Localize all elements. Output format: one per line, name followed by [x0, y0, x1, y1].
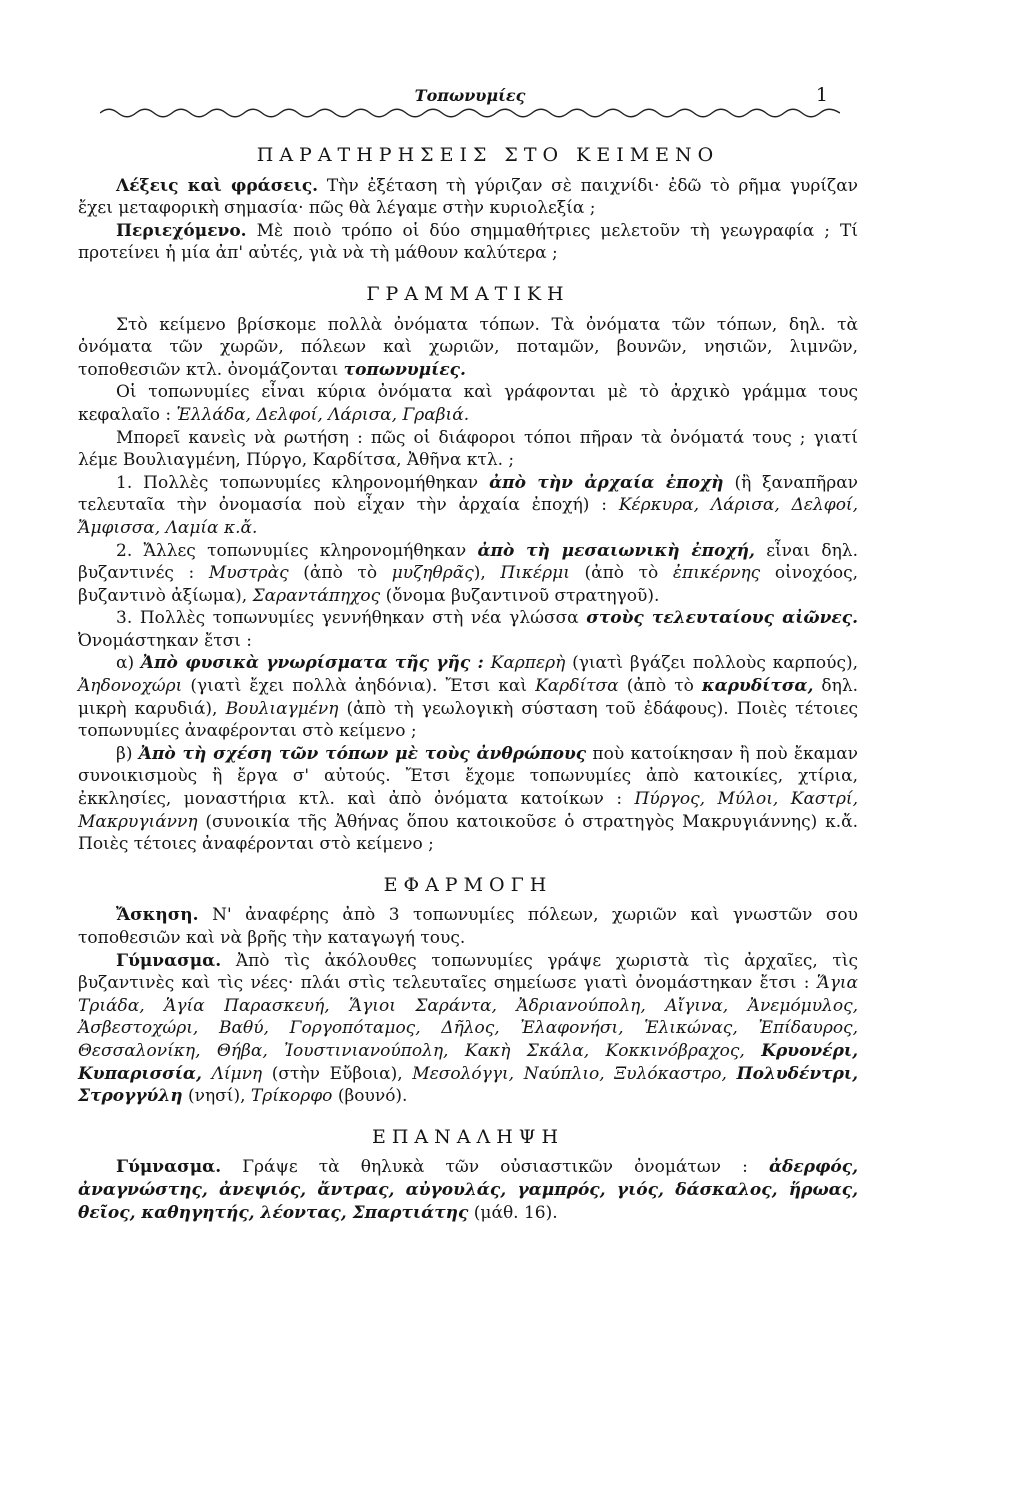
drill-text-2: (νησί), [188, 1086, 246, 1107]
item3a-text-2: (γιατὶ ἔχει πολλὰ ἀηδόνια). Ἔτσι καὶ [190, 676, 528, 697]
item3a-text-3: (ἀπὸ τὸ [626, 676, 694, 697]
item3a-bold: Ἀπὸ φυσικὰ γνωρίσματα τῆς γῆς : [140, 653, 484, 674]
item2-word-2: μυζηθρᾶς [391, 563, 474, 584]
item1-bold: ἀπὸ τὴν ἀρχαία ἐποχὴ [489, 472, 724, 493]
grammar-item-3 [78, 607, 858, 652]
item2-word-1: Μυστρὰς [208, 563, 289, 584]
wavy-rule [100, 106, 840, 120]
section-title-application: ΕΦΑΡΜΟΓΗ [383, 873, 553, 896]
grammar-p1-term: τοπωνυμίες. [343, 359, 466, 380]
words-text: Τὴν ἐξέταση τὴ γύριζαν σὲ παιχνίδι· ἐδῶ τὸ ρῆμα γυρίζαν ἔχει μεταφορικὴ σημασία· πῶς θὰ λέγαμε στὴν κυριολεξία ; [78, 175, 859, 219]
item3a-label: α) [116, 653, 135, 674]
grammar-paragraph-3: Μπορεῖ κανεὶς νὰ ρωτήση : πῶς οἱ διάφοροι τόποι πῆραν τὰ ὀνόματά τους ; γιατί λέμε Βουλιαγμένη, Πύργο, Καρδίτσα, Ἀθῆνα κτλ. ; [78, 427, 858, 471]
item3a-text-1: (γιατὶ βγάζει πολλοὺς καρπούς), [572, 653, 859, 674]
item2-text-f: οἰνοχόος, βυζαντινὸ ἀξίωμα), [78, 563, 858, 606]
content-paragraph [78, 220, 858, 265]
drill-italic-1: Λίμνη [211, 1063, 263, 1084]
item3a-word-2: Ἀηδονοχώρι [78, 676, 183, 697]
section-title-grammar: ΓΡΑΜΜΑΤΙΚΗ [366, 282, 570, 305]
drill-paragraph [78, 950, 858, 1108]
item3a-word-5: Βουλιαγμένη [225, 698, 339, 719]
item1-text-a: 1. Πολλὲς τοπωνυμίες κληρονομήθηκαν [116, 472, 479, 493]
item3-bold: στοὺς τελευταίους αἰῶνες. [586, 608, 859, 629]
item3a-word-3: Καρδίτσα [535, 676, 619, 697]
exercise-text: Ν' ἀναφέρης ἀπὸ 3 τοπωνυμίες πόλεων, χωριῶν καὶ γνωστῶν σου τοποθεσιῶν καὶ νὰ βρῆς τὴν καταγωγή τους. [78, 905, 858, 948]
content-text: Μὲ ποιὸ τρόπο οἱ δύο σημμαθήτριες μελετοῦν τὴ γεωγραφία ; Τί προτείνει ἡ μία ἀπ' αὐτές, γιὰ νὰ τὴ μάθουν καλύτερα ; [78, 220, 858, 264]
grammar-p2-text: Οἱ τοπωνυμίες εἶναι κύρια ὀνόματα καὶ γράφονται μὲ τὸ ἀρχικὸ γράμμα τους κεφαλαῖο : [78, 382, 858, 425]
grammar-item-3a [78, 652, 858, 742]
item3b-bold: Ἀπὸ τὴ σχέση τῶν τόπων μὲ τοὺς ἀνθρώπους [138, 743, 587, 764]
words-label: Λέξεις καὶ φράσεις. [116, 175, 319, 196]
item2-text-c: (ἀπὸ τὸ [303, 563, 378, 584]
item3a-word-1: Καρπερὴ [490, 653, 566, 674]
revision-text: Γράψε τὰ θηλυκὰ τῶν οὐσιαστικῶν ὀνομάτων : [242, 1157, 748, 1178]
grammar-paragraph-1 [78, 314, 858, 382]
page-body [78, 144, 858, 1224]
item2-word-5: Σαραντάπηχος [252, 585, 381, 606]
content-label: Περιεχόμενο. [116, 220, 247, 241]
section-title-revision: ΕΠΑΝΑΛΗΨΗ [371, 1125, 565, 1148]
item2-bold: ἀπὸ τὴ μεσαιωνικὴ ἐποχή, [477, 540, 755, 561]
revision-ref: (μάθ. 16). [473, 1202, 558, 1223]
item3a-text-4: δηλ. μικρὴ καρυδιά), [78, 676, 859, 719]
drill-italic-3: Τρίκορφο [250, 1086, 333, 1107]
item3b-text-2: (συνοικία τῆς Ἀθήνας ὅπου κατοικοῦσε ὁ στρατηγὸς Μακρυγιάννης) κ.ἄ. Ποιὲς τέτοιες ἀναφέρονται στὸ κείμενο ; [78, 811, 859, 855]
item3b-text-1: ποὺ κατοίκησαν ἢ ποὺ ἔκαμαν συνοικισμοὺς ἢ ἔργα σ' αὐτούς. Ἔτσι ἔχομε τοπωνυμίες ἀπὸ κατοικίες, χτίρια, ἐκκλησίες, μοναστήρια κτλ. καὶ ἀπὸ ὀνόματα κατοίκων : [78, 743, 859, 810]
exercise-paragraph [78, 904, 858, 949]
drill-text-1: (στὴν Εὔβοια), [271, 1063, 403, 1084]
item2-text-e: (ἀπὸ τὸ [584, 563, 659, 584]
page-number: 1 [815, 84, 828, 106]
drill-label: Γύμνασμα. [116, 950, 222, 971]
running-title: Τοπωνυμίες [414, 86, 526, 105]
item2-text-b: εἶναι δηλ. βυζαντινές : [78, 540, 858, 584]
item3b-words: Πύργος, Μύλοι, Καστρί, Μακρυγιάννη [78, 789, 859, 832]
grammar-item-3b [78, 743, 858, 856]
item1-examples: Κέρκυρα, Λάρισα, Δελφοί, Ἄμφισσα, Λαμία κ.ἄ. [78, 495, 859, 538]
section-title-observations: ΠΑΡΑΤΗΡΗΣΕΙΣ ΣΤΟ ΚΕΙΜΕΝΟ [256, 144, 720, 166]
drill-bold-1: Κρυονέρι, Κυπαρισσία, [78, 1040, 859, 1084]
grammar-p2-examples: Ἑλλάδα, Δελφοί, Λάρισα, Γραβιά. [176, 404, 470, 425]
item2-text-d: ), [473, 563, 486, 584]
exercise-label: Ἄσκηση. [116, 905, 199, 926]
item2-word-4: ἐπικέρνης [672, 563, 761, 584]
revision-paragraph [78, 1156, 858, 1224]
drill-italic-2: Μεσολόγγι, Ναύπλιο, Ξυλόκαστρο, [412, 1063, 727, 1084]
item3-text-a: 3. Πολλὲς τοπωνυμίες γεννήθηκαν στὴ νέα γλώσσα [116, 608, 579, 629]
page-header [100, 84, 840, 124]
revision-words: ἀδερφός, ἀναγνώστης, ἀνεψιός, ἄντρας, αὐγουλάς, γαμπρός, γιός, δάσκαλος, ἥρωας, θεῖος, καθηγητής, λέοντας, Σπαρτιάτης [78, 1157, 858, 1223]
item2-text-g: (ὄνομα βυζαντινοῦ στρατηγοῦ). [385, 585, 660, 606]
item1-text-b: (ἢ ξαναπῆραν τελευταῖα τὴν ὀνομασία ποὺ εἶχαν τὴν ἀρχαία ἐποχή) : [78, 472, 859, 516]
item3a-word-4: καρυδίτσα, [701, 676, 814, 697]
revision-label: Γύμνασμα. [116, 1157, 222, 1178]
grammar-p1-text: Στὸ κείμενο βρίσκομε πολλὰ ὀνόματα τόπων. Τὰ ὀνόματα τῶν τόπων, δηλ. τὰ ὀνόματα τῶν χωρῶν, πόλεων καὶ χωριῶν, ποταμῶν, βουνῶν, νησιῶν, λιμνῶν, τοποθεσιῶν κτλ. ὀνομάζονται [78, 314, 858, 380]
grammar-item-1 [78, 472, 858, 540]
drill-text-3: (βουνό). [337, 1086, 408, 1107]
item3a-text-5: (ἀπὸ τὴ γεωλογικὴ σύσταση τοῦ ἐδάφους). Ποιὲς τέτοιες τοπωνυμίες ἀναφέρονται στὸ κείμενο ; [78, 698, 858, 742]
grammar-item-2 [78, 540, 858, 608]
item3-text-b: Ὀνομάστηκαν ἔτσι : [78, 630, 253, 651]
drill-bold-2: Πολυδέντρι, Στρογγύλη [78, 1063, 859, 1107]
item2-text-a: 2. Ἄλλες τοπωνυμίες κληρονομήθηκαν [116, 540, 467, 561]
grammar-paragraph-2 [78, 381, 858, 426]
item3b-label: β) [116, 743, 133, 764]
drill-list: Ἅγια Τριάδα, Ἁγία Παρασκευή, Ἅγιοι Σαράντα, Ἀδριανούπολη, Αἴγινα, Ἀνεμόμυλος, Ἀσβεστοχώρι, Βαθύ, Γοργοπόταμος, Δῆλος, Ἐλαφονήσι, Ἑλικώνας, Ἐπίδαυρος, Θεσσαλονίκη, Θήβα, Ἰουστινιανούπολη, Κακὴ Σκάλα, Κοκκινόβραχος, [78, 973, 858, 1061]
item2-word-3: Πικέρμι [500, 563, 570, 584]
drill-text: Ἀπὸ τὶς ἀκόλουθες τοπωνυμίες γράψε χωριστὰ τὶς ἀρχαῖες, τὶς βυζαντινὲς καὶ τὶς νέες· πλάι στὶς τελευταῖες σημείωσε γιατὶ ὀνομάστηκαν ἔτσι : [78, 950, 859, 994]
words-and-phrases [78, 175, 858, 220]
